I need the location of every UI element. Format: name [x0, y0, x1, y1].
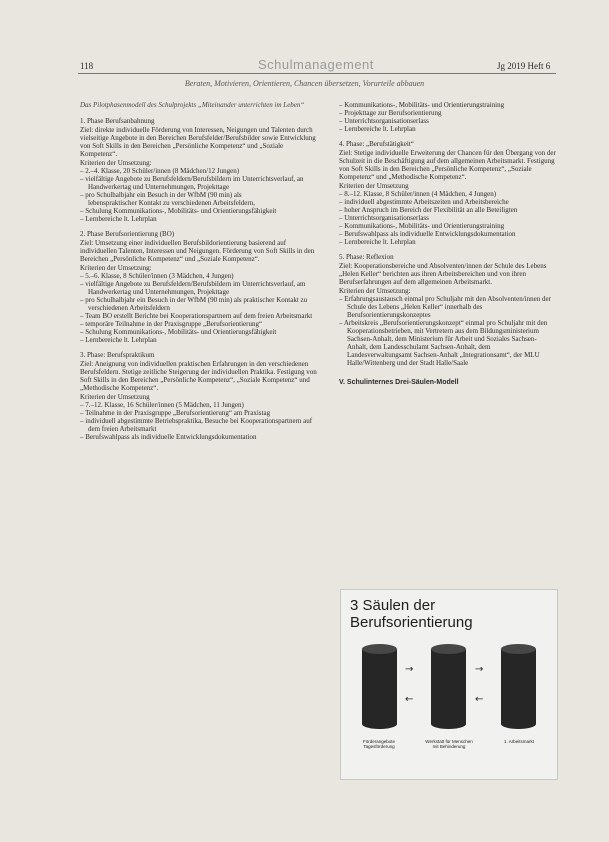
pillar-2-caption: Werkstatt für Menschen mit Behinderung	[425, 739, 473, 749]
three-pillars-figure	[340, 589, 558, 780]
list-item: – vielfältige Angebote zu Berufsfeldern/Berufsbildern im Unterrichtsverlauf, an	[80, 175, 304, 183]
list-item: – Arbeitskreis „Berufsorientierungskonzept“ einmal pro Schuljahr mit den Kooperationsbetrieben, mit Vertretern aus dem Bildungsministerium Sachsen-Anhalt, dem Ministerium für Arbeit und Soziales Sachsen-Anhalt, dem Landesschulamt Sachsen-Anhalt, dem Landesverwaltungsamt Sachsen-Anhalt „Integrationsamt“, der MLU Halle/Wittenberg und der Stadt Halle/Saale	[339, 319, 548, 367]
phase1-goal: Ziel: direkte individuelle Förderung von Interessen, Neigungen und Talenten durch vielseitige Angebote in den Bereichen Berufsfelder/Berufsbilder sowie Entwicklung von Soft Skills in den Bereichen „Persönliche Kompetenz“ und „Soziale Kompetenz“.	[80, 126, 316, 158]
list-item: – individuell abgestimmte Arbeitszeiten und Arbeitsbereiche	[339, 198, 509, 206]
list-item: – Unterrichtsorganisationserlass	[339, 214, 429, 222]
list-item: – 5.–6. Klasse, 8 Schüler/innen (3 Mädchen, 4 Jungen)	[80, 272, 234, 280]
phase3-heading: 3. Phase: Berufspraktikum	[80, 351, 155, 359]
list-item: – Team BO erstellt Berichte bei Kooperationspartnern auf dem freien Arbeitsmarkt	[80, 312, 313, 320]
list-item: – Kommunikations-, Mobilitäts- und Orientierungstraining	[339, 222, 505, 230]
list-item: – individuell abgestimmte Betriebspraktika, Besuche bei Kooperationspartnern auf dem freien Arbeitsmarkt	[80, 417, 313, 433]
header-rule	[78, 73, 556, 74]
arrow-left-icon: ←	[405, 694, 414, 705]
list-item: – Teilnahme in der Praxisgruppe „Berufsorientierung“ am Praxistag	[80, 409, 271, 417]
list-item: – vielfältige Angebote zu Berufsfeldern/Berufsbildern im Unterrichtsverlauf, am Handwerkertag und Unternehmungen, Projekttage	[80, 280, 306, 296]
list-item: – hoher Anspruch im Bereich der Flexibilität an alle Beteiligten	[339, 206, 518, 214]
phase4-heading: 4. Phase: „Berufstätigkeit“	[339, 140, 414, 148]
intro-text: Das Pilotphasenmodell des Schulprojekts „Miteinander unterrichten im Leben“	[80, 101, 305, 109]
journal-title: Schulmanagement	[258, 57, 374, 72]
list-item: Handwerkertag und Unternehmungen, Projekttage	[88, 183, 230, 191]
phase4-criteria-label: Kriterien der Umsetzung	[339, 182, 409, 190]
phase2-criteria-label: Kriterien der Umsetzung:	[80, 264, 152, 272]
pillar-1	[362, 644, 397, 728]
phase5-criteria-label: Kriterien der Umsetzung:	[339, 287, 411, 295]
list-item: – pro Schulhalbjahr ein Besuch in der WfbM (90 min) als praktischer Kontakt zu verschiedenen Arbeitsfeldern	[80, 296, 308, 312]
phase1-heading: 1. Phase Berufsanbahnung	[80, 117, 155, 125]
phase3-goal: Ziel: Aneignung von individuellen praktischen Erfahrungen in den verschiedenen Berufsfeldern. Stetige zeitliche Steigerung der individuellen Praktika. Festigung von Soft Skills in den Bereichen „Persönliche Kompetenz“, „Soziale Kompetenz“ und „Methodische Kompetenz“.	[80, 360, 317, 392]
list-item: lebenspraktischer Kontakt zu verschiedenen Arbeitsfeldern,	[88, 199, 255, 207]
list-item: – 7.–12. Klasse, 16 Schüler/innen (5 Mädchen, 11 Jungen)	[80, 401, 244, 409]
pillar-2	[431, 644, 466, 728]
phase5-heading: 5. Phase: Reflexion	[339, 253, 394, 261]
pillar-1-caption: Förderangebote Tagesförderung	[362, 739, 396, 749]
list-item: – Lernbereiche lt. Lehrplan	[339, 238, 416, 246]
page-number: 118	[80, 61, 94, 71]
phase2-heading: 2. Phase Berufsorientierung (BO)	[80, 230, 175, 238]
phase2-goal: Ziel: Umsetzung einer individuellen Berufsbildorientierung basierend auf individuellen Talenten, Interessen und Neigungen. Förderung von Soft Skills in den Bereichen „Persönliche Kompetenz“ und „Soziale Kompetenz“.	[80, 239, 315, 263]
header-subtitle: Beraten, Motivieren, Orientieren, Chancen übersetzen, Vorurteile abbauen	[184, 79, 425, 88]
list-item: – Projekttage zur Berufsorientierung	[339, 109, 442, 117]
right-column	[339, 101, 557, 387]
arrow-right-icon: →	[475, 664, 484, 675]
list-item: – 8.–12. Klasse, 8 Schüler/innen (4 Mädchen, 4 Jungen)	[339, 190, 497, 198]
list-item: – Erfahrungsaustausch einmal pro Schuljahr mit den Absolventen/innen der Schule des Lebens „Helen Keller“ innerhalb des Berufsorientierungskonzeptes	[339, 295, 551, 319]
phase3-criteria-label: Kriterien der Umsetzung	[80, 393, 150, 401]
list-item: – Unterrichtsorganisationserlass	[339, 117, 429, 125]
list-item: – Lernbereiche lt. Lehrplan	[80, 336, 157, 344]
left-column	[80, 101, 320, 441]
figure-title: 3 Säulen der Berufsorientierung	[350, 597, 473, 631]
list-item: – Berufswahlpass als individuelle Entwicklungsdokumentation	[80, 433, 257, 441]
pillar-3	[501, 644, 536, 728]
list-item: – temporäre Teilnahme in der Praxisgruppe „Berufsorientierung“	[80, 320, 263, 328]
list-item: – pro Schulhalbjahr ein Besuch in der WfbM (90 min) als	[80, 191, 242, 199]
list-item: – Schulung Kommunikations-, Mobilitäts- und Orientierungsfähigkeit	[80, 328, 277, 336]
list-item: – Schulung Kommunikations-, Mobilitäts- und Orientierungsfähigkeit	[80, 207, 277, 215]
phase4-goal: Ziel: Stetige individuelle Erweiterung der Chancen für den Übergang von der Schulzeit in die Beschäftigung auf dem allgemeinen Arbeitsmarkt. Festigung von Soft Skills in den Bereichen „Persönliche Kompetenz“, „Soziale Kompetenz“ und „Methodische Kompetenz“.	[339, 149, 556, 181]
list-item: – Lernbereiche lt. Lehrplan	[80, 215, 157, 223]
list-item: – Berufswahlpass als individuelle Entwicklungsdokumentation	[339, 230, 516, 238]
arrow-right-icon: →	[405, 664, 414, 675]
section-heading: V. Schulinternes Drei-Säulen-Modell	[339, 379, 459, 386]
phase1-criteria-label: Kriterien der Umsetzung:	[80, 159, 152, 167]
phase5-goal: Ziel: Kooperationsbereiche und Absolventen/innen der Schule des Lebens „Helen Keller“ berichten aus ihren Arbeitsbereichen und von ihren Berufserfahrungen auf dem allgemeinen Arbeitsmarkt.	[339, 262, 547, 286]
pillar-3-caption: 1. Arbeitsmarkt	[503, 739, 534, 744]
arrow-left-icon: ←	[475, 694, 484, 705]
list-item: – Lernbereiche lt. Lehrplan	[339, 125, 416, 133]
list-item: – 2.–4. Klasse, 20 Schüler/innen (8 Mädchen/12 Jungen)	[80, 167, 240, 175]
list-item: – Kommunikations-, Mobilitäts- und Orientierungstraining	[339, 101, 505, 109]
issue-label: Jg 2019 Heft 6	[497, 61, 551, 71]
